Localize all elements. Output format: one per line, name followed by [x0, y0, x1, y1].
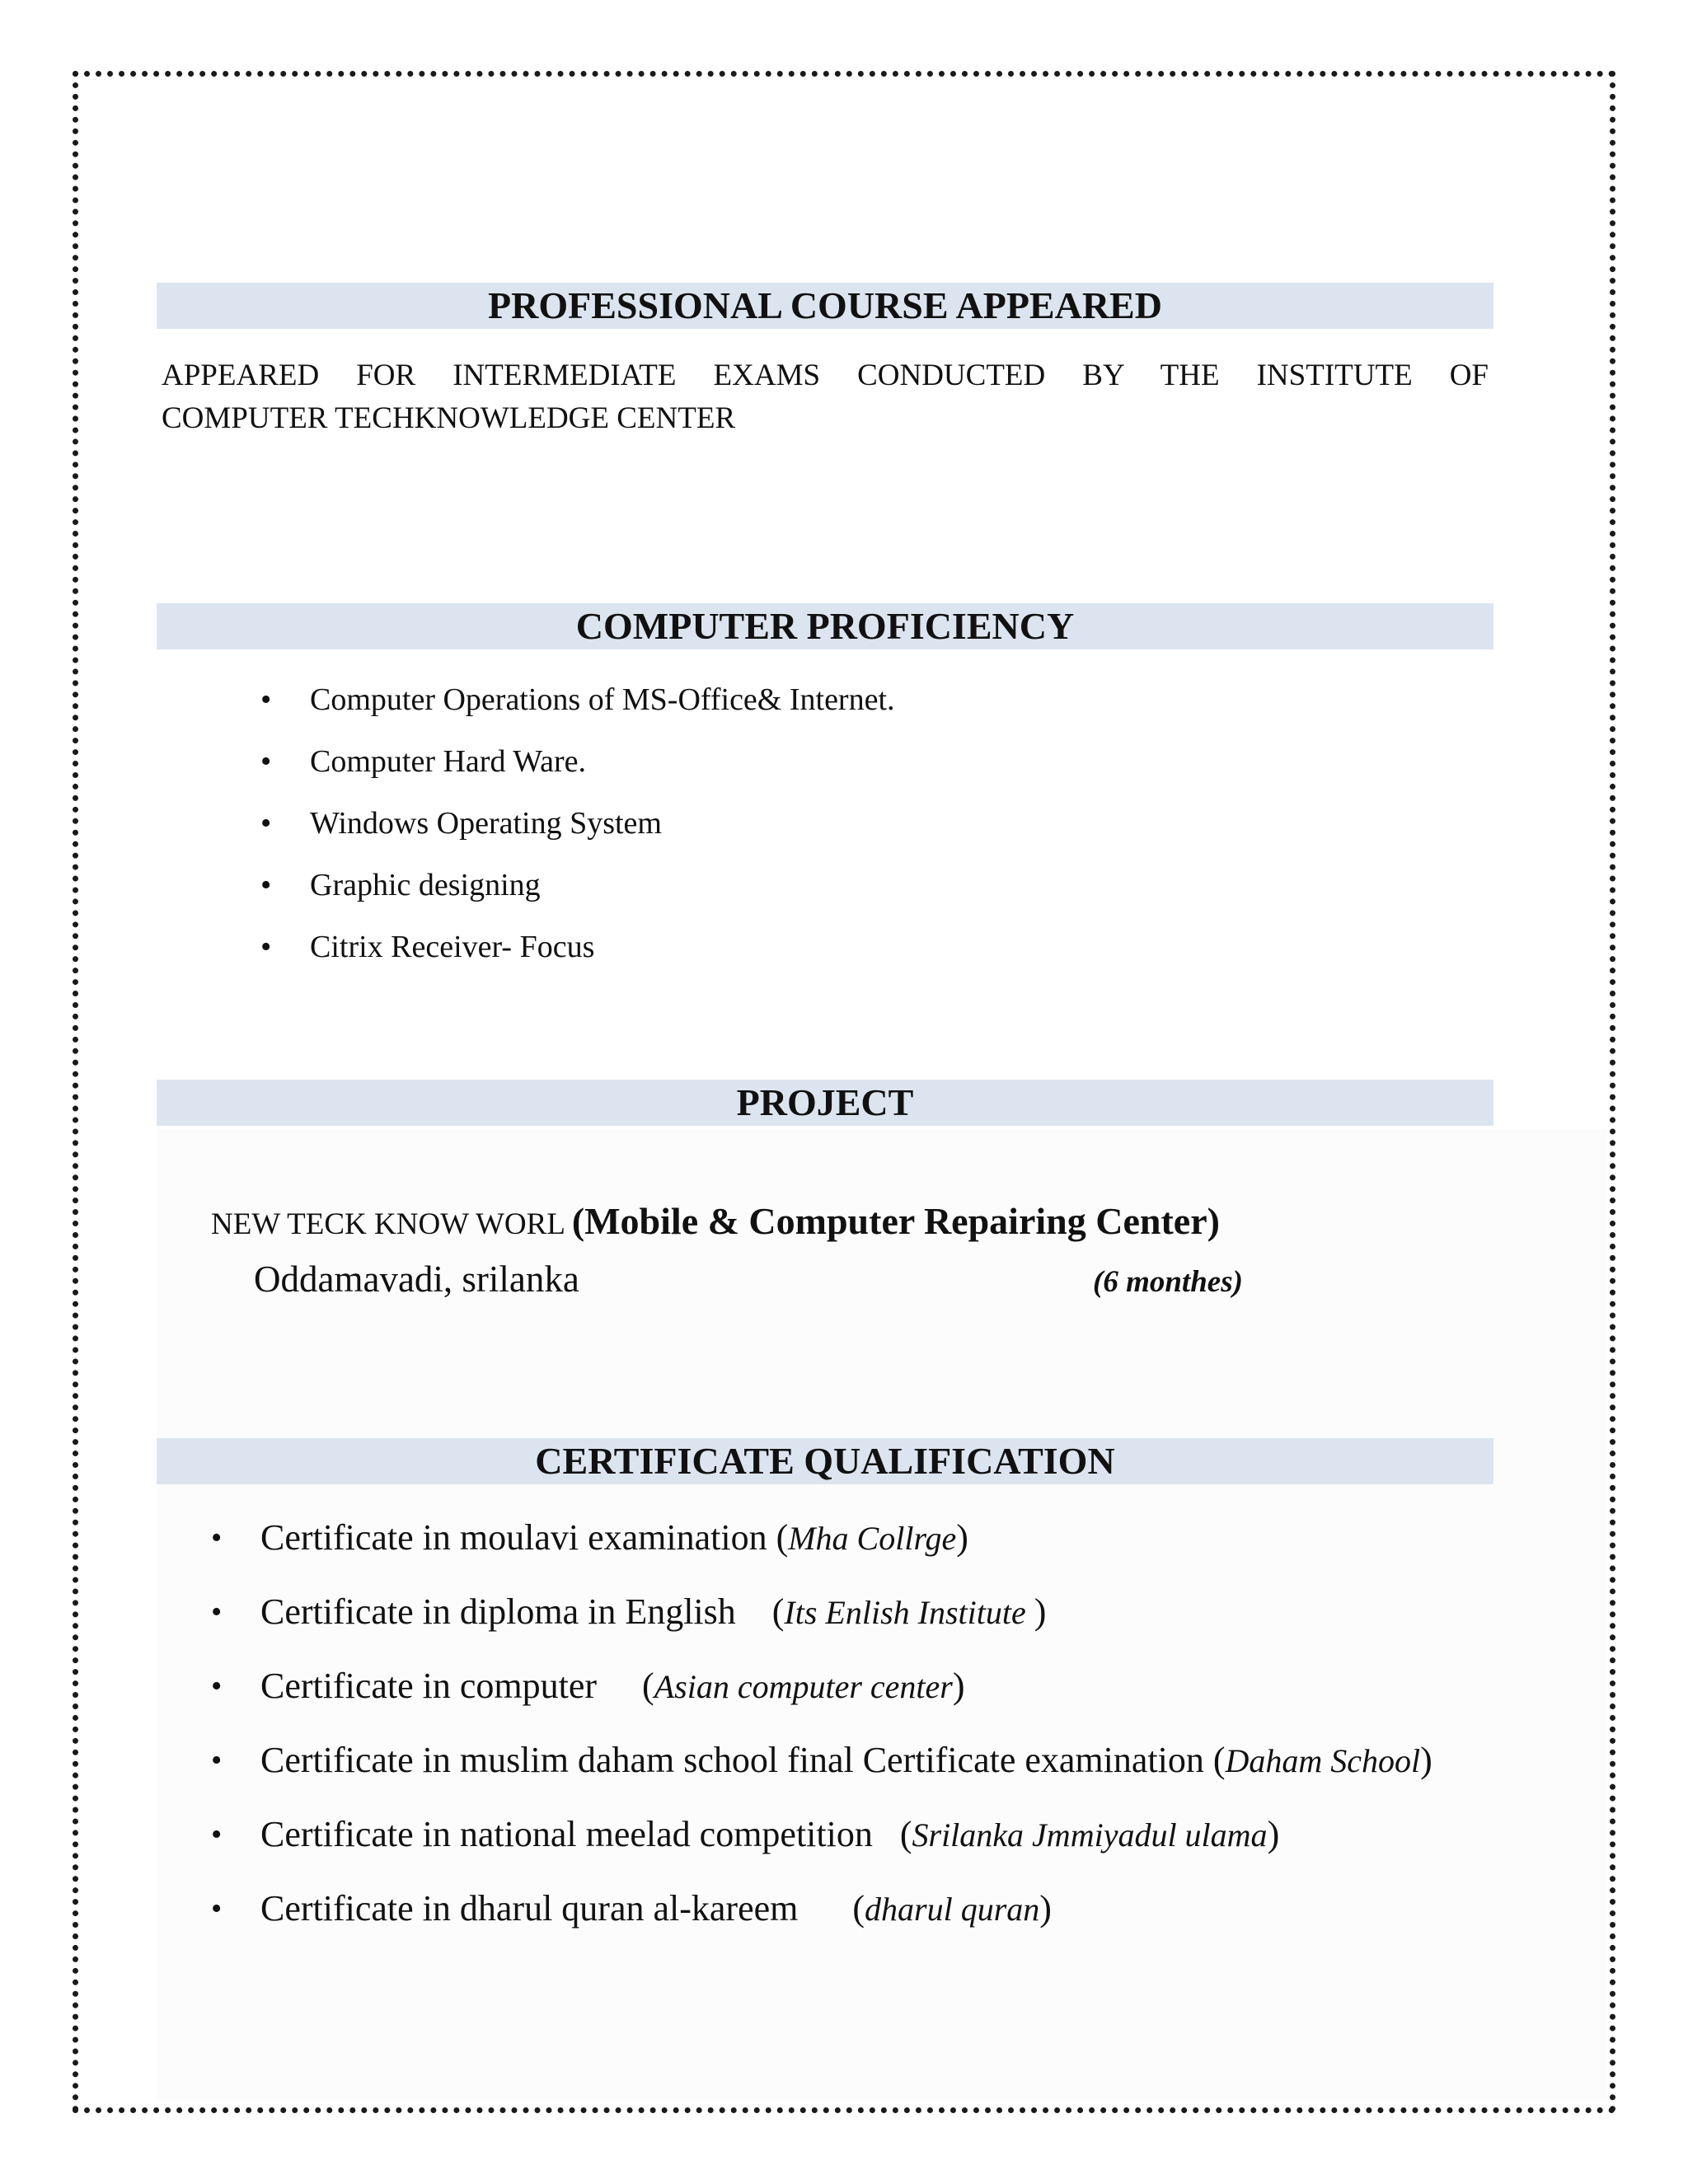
- certificate-text: Certificate in national meelad competition (: [260, 1814, 912, 1854]
- list-item: [260, 860, 895, 921]
- paren-open: (: [571, 1200, 585, 1242]
- list-item: [260, 798, 895, 860]
- professional-course-heading: PROFESSIONAL COURSE APPEARED: [488, 284, 1162, 326]
- project-heading: PROJECT: [736, 1081, 914, 1123]
- paren-close: ): [1267, 1814, 1280, 1854]
- bullet-icon: •: [211, 1669, 223, 1704]
- certificate-text: Certificate in moulavi examination (: [260, 1517, 789, 1558]
- computer-proficiency-heading: COMPUTER PROFICIENCY: [575, 605, 1075, 647]
- certificate-institution: Mha Collrge: [788, 1520, 957, 1557]
- certificate-institution: Daham School: [1225, 1742, 1421, 1779]
- paren-close: ): [1207, 1200, 1220, 1242]
- list-item: [260, 736, 895, 798]
- bullet-icon: •: [260, 682, 272, 717]
- list-item: [211, 1805, 1432, 1879]
- paren-close: ): [1420, 1740, 1432, 1780]
- list-item-text: Computer Hard Ware.: [310, 744, 586, 779]
- list-item-text: Citrix Receiver- Focus: [310, 930, 595, 964]
- project-duration: (6 monthes): [1093, 1265, 1243, 1299]
- certificate-text: Certificate in computer (: [260, 1666, 654, 1706]
- bullet-icon: •: [211, 1891, 223, 1926]
- computer-proficiency-list: [260, 674, 895, 983]
- bullet-icon: •: [211, 1743, 223, 1778]
- list-item: [211, 1508, 1432, 1582]
- certificate-list: [211, 1508, 1432, 1953]
- certificate-text: Certificate in dharul quran al-kareem (: [260, 1888, 865, 1929]
- project-name: [211, 1195, 1220, 1251]
- certificate-institution: Asian computer center: [654, 1668, 953, 1705]
- certificate-qualification-heading: CERTIFICATE QUALIFICATION: [535, 1440, 1115, 1482]
- paren-close: ): [956, 1517, 968, 1558]
- list-item: [260, 674, 895, 736]
- professional-course-text: [162, 354, 1489, 440]
- professional-course-line-2: COMPUTER TECHKNOWLEDGE CENTER: [162, 401, 736, 435]
- bullet-icon: •: [260, 744, 272, 779]
- certificate-institution: Its Enlish Institute: [784, 1594, 1034, 1631]
- list-item: [260, 921, 895, 983]
- professional-course-line-1: APPEARED FOR INTERMEDIATE EXAMS CONDUCTED BY THE INSTITUTE OF: [162, 359, 1489, 392]
- list-item-text: Computer Operations of MS-Office& Internet.: [310, 682, 895, 717]
- list-item: [211, 1879, 1432, 1953]
- certificate-text: Certificate in diploma in English (: [260, 1591, 785, 1632]
- list-item-text: Graphic designing: [310, 868, 541, 902]
- list-item: [211, 1657, 1432, 1731]
- project-title: NEW TECK KNOW WORL: [211, 1207, 565, 1241]
- paren-close: ): [1034, 1591, 1047, 1632]
- bullet-icon: •: [211, 1817, 223, 1852]
- bullet-icon: •: [260, 930, 272, 964]
- list-item: [211, 1731, 1432, 1805]
- paren-close: ): [1039, 1888, 1052, 1929]
- bullet-icon: •: [211, 1521, 223, 1555]
- list-item-text: Windows Operating System: [310, 806, 662, 841]
- list-item: [211, 1582, 1432, 1657]
- bullet-icon: •: [211, 1595, 223, 1629]
- project-location: Oddamavadi, srilanka: [254, 1258, 579, 1300]
- project-description: Mobile & Computer Repairing Center: [584, 1200, 1207, 1242]
- certificate-institution: Srilanka Jmmiyadul ulama: [912, 1816, 1268, 1854]
- paren-close: ): [952, 1666, 965, 1706]
- bullet-icon: •: [260, 868, 272, 902]
- bullet-icon: •: [260, 806, 272, 841]
- certificate-institution: dharul quran: [865, 1891, 1040, 1928]
- certificate-text: Certificate in muslim daham school final Certificate examination (: [260, 1740, 1226, 1780]
